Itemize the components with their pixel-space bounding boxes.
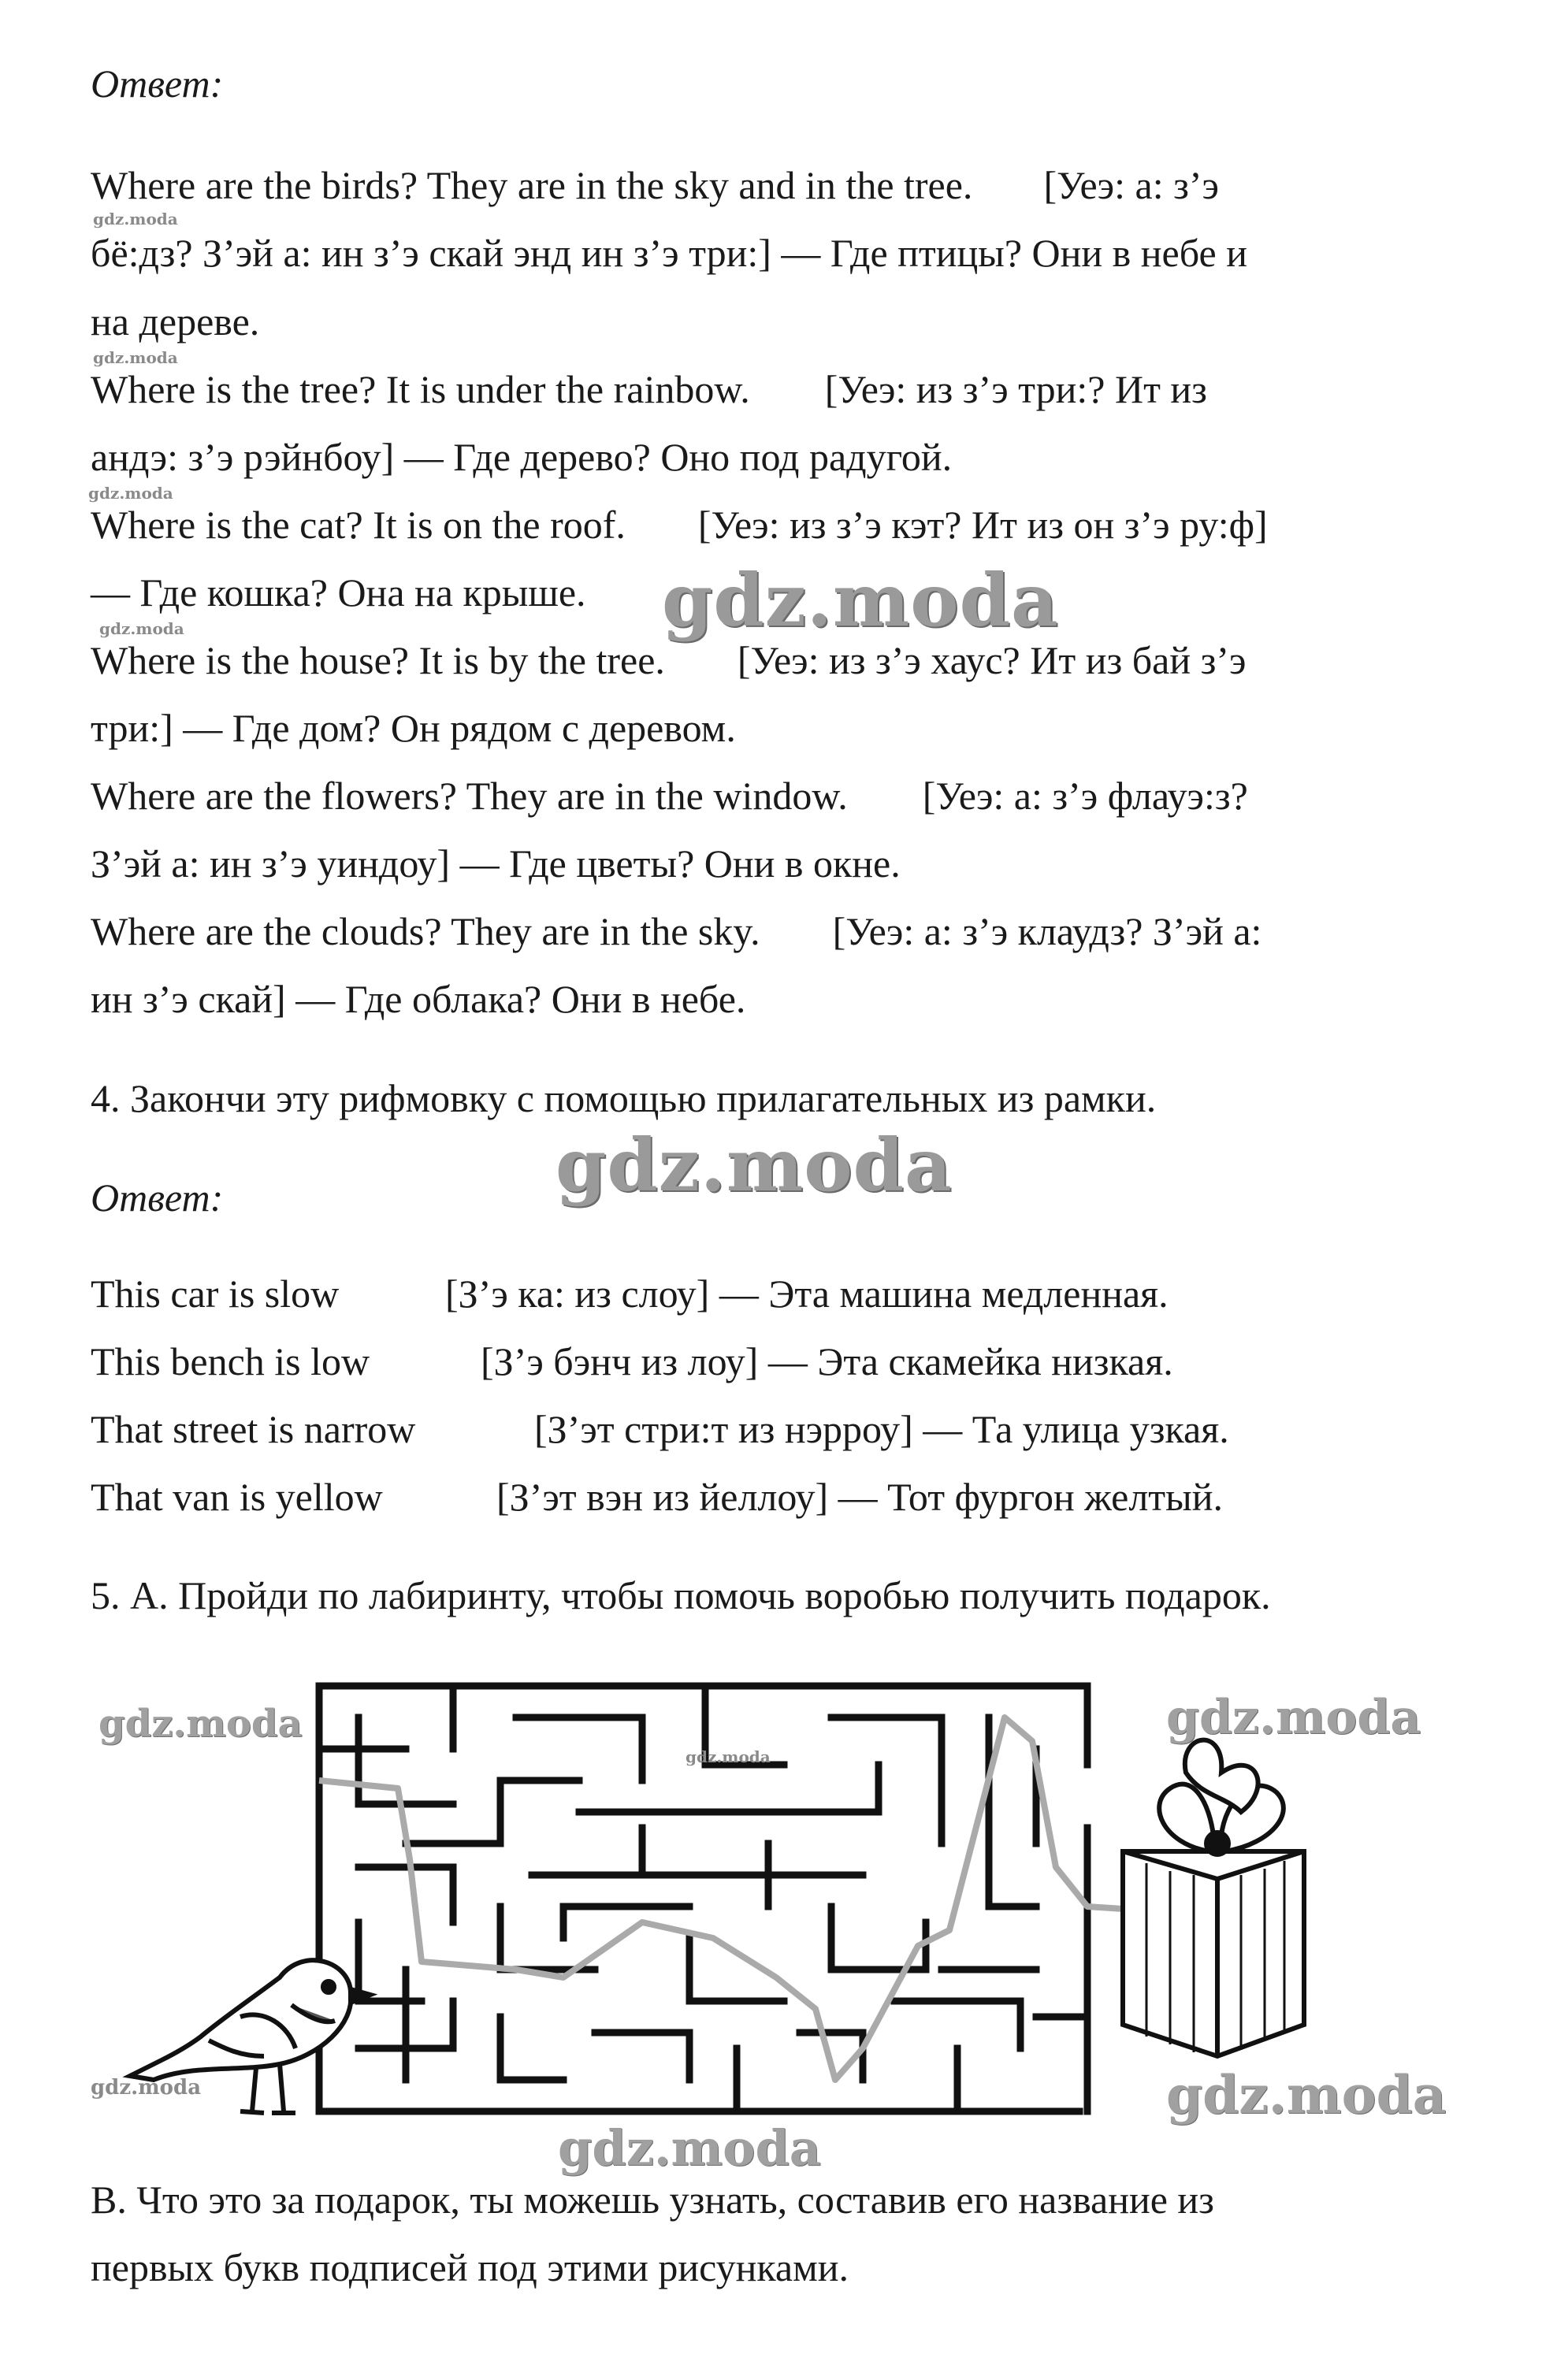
answer-line: на дереве. [91, 299, 260, 343]
rhyme-line: That street is narrow [З’эт стри:т из нэрроу] — Та улица узкая. [91, 1407, 1229, 1451]
answer-line: ин з’э скай] — Где облака? Они в небе. [91, 977, 746, 1021]
answer-line: Where is the tree? It is under the rainbow. [Уеэ: из з’э три:? Ит из [91, 367, 1207, 411]
watermark: gdz.moda [662, 558, 1059, 643]
answer-label-4: Ответ: [91, 1175, 224, 1220]
answer-line: Where is the house? It is by the tree. [Уеэ: из з’э хаус? Ит из бай з’э [91, 638, 1247, 682]
task-5b-line1: В. Что это за подарок, ты можешь узнать, составив его название из [91, 2178, 1214, 2222]
task-4: 4. Закончи эту рифмовку с помощью прилагательных из рамки. [91, 1076, 1157, 1120]
rhyme-line: This car is slow [З’э ка: из слоу] — Эта машина медленная. [91, 1272, 1169, 1316]
answer-line: три:] — Где дом? Он рядом с деревом. [91, 706, 736, 750]
watermark: gdz.moda [1166, 1690, 1421, 1745]
answer-label-3: Ответ: [91, 61, 224, 106]
task-5a: 5. А. Пройди по лабиринту, чтобы помочь воробью получить подарок. [91, 1573, 1271, 1617]
watermark: gdz.moda [558, 2119, 821, 2177]
answer-line: андэ: з’э рэйнбоу] — Где дерево? Оно под радугой. [91, 435, 953, 479]
watermark: gdz.moda [91, 2076, 202, 2100]
watermark: gdz.moda [1166, 2064, 1447, 2126]
answer-line: Where are the birds? They are in the sky and in the tree. [Уеэ: а: з’э [91, 163, 1219, 207]
task-5b-line2: первых букв подписей под этими рисунками. [91, 2245, 849, 2289]
answer-line: бё:дз? З’эй а: ин з’э скай энд ин з’э три:] — Где птицы? Они в небе и [91, 231, 1247, 275]
watermark: gdz.moda [99, 619, 184, 638]
watermark: gdz.moda [93, 210, 178, 228]
answer-line: Where are the clouds? They are in the sky. [Уеэ: а: з’э клаудз? З’эй а: [91, 909, 1262, 953]
answer-line: Where is the cat? It is on the roof. [Уеэ: из з’э кэт? Ит из он з’э ру:ф] [91, 503, 1268, 547]
answer-line: Where are the flowers? They are in the window. [Уеэ: а: з’э флауэ:з? [91, 774, 1248, 818]
rhyme-line: That van is yellow [З’эт вэн из йеллоу] — Тот фургон желтый. [91, 1475, 1223, 1519]
watermark: gdz.moda [98, 1702, 303, 1746]
gift-box-icon [1123, 1740, 1304, 2056]
answer-line: З’эй а: ин з’э уиндоу] — Где цветы? Они в окне. [91, 841, 901, 886]
watermark: gdz.moda [555, 1123, 953, 1208]
rhyme-line: This bench is low [З’э бэнч из лоу] — Эта скамейка низкая. [91, 1339, 1173, 1383]
answer-line: — Где кошка? Она на крыше. [91, 570, 586, 614]
watermark: gdz.moda [686, 1747, 771, 1766]
watermark: gdz.moda [88, 484, 173, 503]
watermark: gdz.moda [93, 348, 178, 367]
